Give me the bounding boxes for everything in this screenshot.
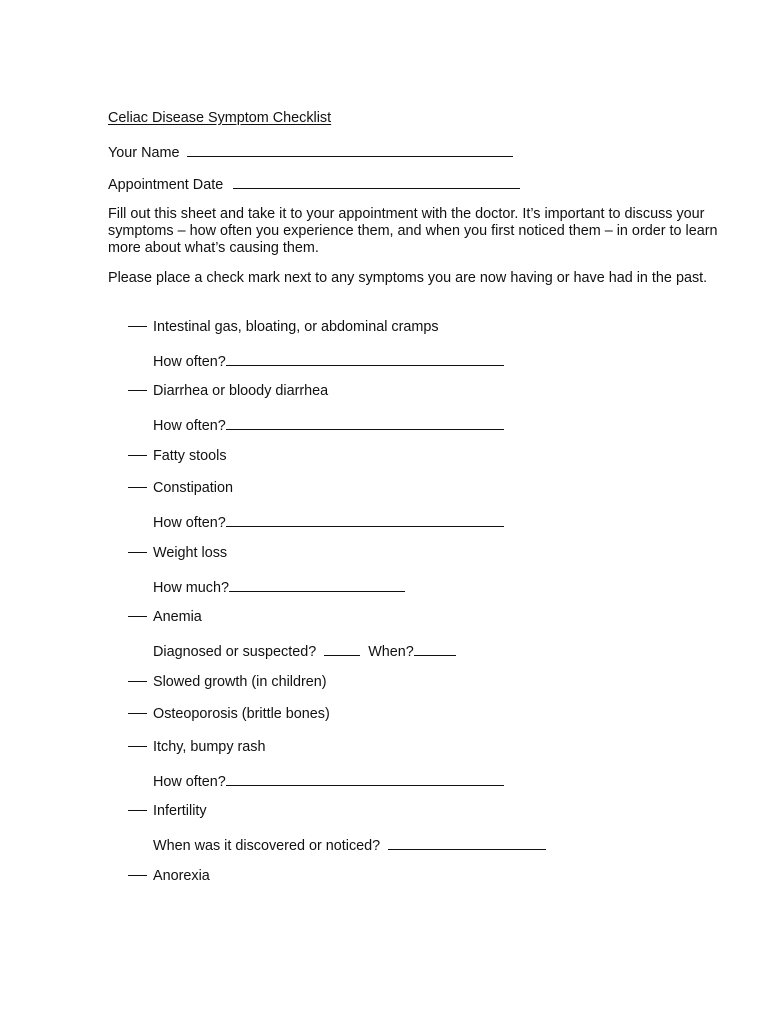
symptom-label: Osteoporosis (brittle bones) bbox=[153, 706, 330, 722]
checkbox-line[interactable] bbox=[128, 326, 147, 327]
name-field-row bbox=[108, 142, 513, 162]
symptom-label: Fatty stools bbox=[153, 448, 227, 464]
followup-label: How often? bbox=[153, 515, 226, 531]
followup-label: How much? bbox=[153, 580, 229, 596]
symptom-item[interactable] bbox=[128, 545, 227, 562]
followup-label: How often? bbox=[153, 354, 226, 370]
symptom-item[interactable] bbox=[128, 674, 327, 691]
checkbox-line[interactable] bbox=[128, 616, 147, 617]
checkbox-line[interactable] bbox=[128, 455, 147, 456]
symptom-label: Constipation bbox=[153, 480, 233, 496]
symptom-item[interactable] bbox=[128, 739, 266, 756]
date-blank[interactable] bbox=[233, 174, 520, 189]
followup-row bbox=[153, 512, 504, 532]
followup-label: How often? bbox=[153, 774, 226, 790]
symptom-label: Diarrhea or bloody diarrhea bbox=[153, 383, 329, 399]
followup-blank[interactable] bbox=[229, 577, 405, 592]
followup-blank[interactable] bbox=[226, 771, 504, 786]
checkbox-line[interactable] bbox=[128, 713, 147, 714]
followup-row bbox=[153, 577, 405, 597]
checkbox-line[interactable] bbox=[128, 681, 147, 682]
followup-when-label: When? bbox=[368, 644, 414, 660]
name-blank[interactable] bbox=[187, 142, 513, 157]
followup-row bbox=[153, 351, 504, 371]
followup-label: Diagnosed or suspected? bbox=[153, 644, 317, 660]
symptom-item[interactable] bbox=[128, 868, 210, 885]
followup-blank[interactable] bbox=[226, 512, 504, 527]
when-blank[interactable] bbox=[414, 641, 456, 656]
diagnosed-blank[interactable] bbox=[324, 641, 360, 656]
followup-blank[interactable] bbox=[226, 351, 504, 366]
page-title: Celiac Disease Symptom Checklist bbox=[108, 110, 332, 126]
checkbox-line[interactable] bbox=[128, 810, 147, 811]
symptom-item[interactable] bbox=[128, 383, 328, 400]
checkbox-line[interactable] bbox=[128, 875, 147, 876]
followup-blank[interactable] bbox=[388, 835, 546, 850]
instruction-paragraph: Please place a check mark next to any symptoms you are now having or have had in the past. bbox=[108, 270, 708, 286]
symptom-item[interactable] bbox=[128, 319, 439, 336]
symptom-label: Infertility bbox=[153, 803, 207, 819]
symptom-item[interactable] bbox=[128, 706, 330, 723]
symptom-label: Itchy, bumpy rash bbox=[153, 739, 266, 755]
followup-row bbox=[153, 835, 546, 855]
date-field-row bbox=[108, 174, 520, 194]
symptom-item[interactable] bbox=[128, 480, 233, 497]
followup-row bbox=[153, 641, 456, 661]
checkbox-line[interactable] bbox=[128, 552, 147, 553]
symptom-item[interactable] bbox=[128, 609, 202, 626]
symptom-label: Weight loss bbox=[153, 545, 228, 561]
followup-row bbox=[153, 771, 504, 791]
symptom-label: Slowed growth (in children) bbox=[153, 674, 327, 690]
checkbox-line[interactable] bbox=[128, 390, 147, 391]
name-label: Your Name bbox=[108, 145, 180, 161]
symptom-item[interactable] bbox=[128, 448, 227, 465]
symptom-item[interactable] bbox=[128, 803, 207, 820]
followup-row bbox=[153, 415, 504, 435]
followup-blank[interactable] bbox=[226, 415, 504, 430]
date-label: Appointment Date bbox=[108, 177, 224, 193]
followup-label: When was it discovered or noticed? bbox=[153, 838, 381, 854]
symptom-label: Anemia bbox=[153, 609, 202, 625]
symptom-label: Anorexia bbox=[153, 868, 210, 884]
followup-label: How often? bbox=[153, 418, 226, 434]
checkbox-line[interactable] bbox=[128, 487, 147, 488]
symptom-label: Intestinal gas, bloating, or abdominal cramps bbox=[153, 319, 439, 335]
checkbox-line[interactable] bbox=[128, 746, 147, 747]
intro-paragraph: Fill out this sheet and take it to your appointment with the doctor. It’s important to discuss your symptoms – how often you experience them, and when you first noticed them – in order to learn more about what’s causing them. bbox=[108, 206, 718, 256]
